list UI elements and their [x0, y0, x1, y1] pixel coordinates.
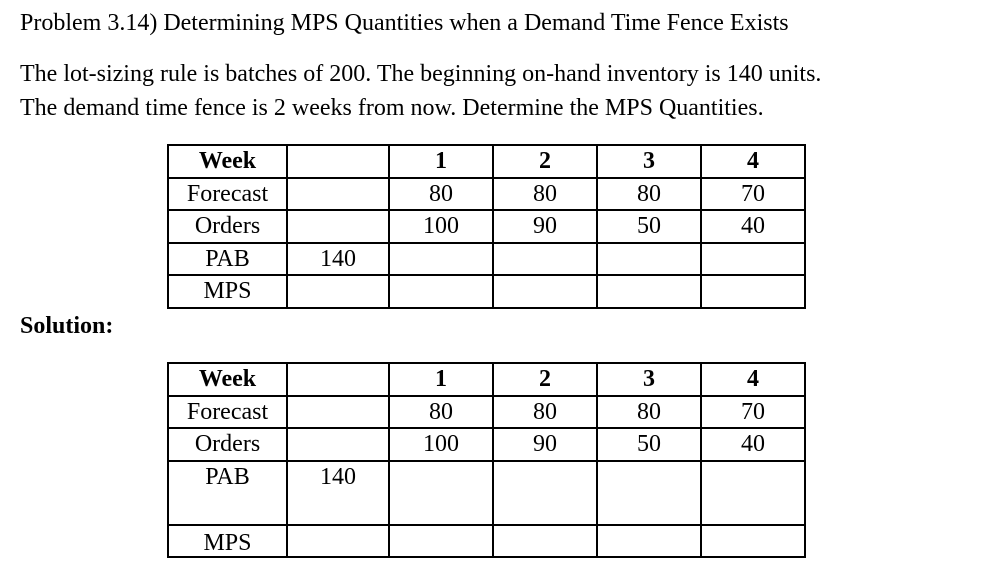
- mps-week-1[interactable]: [389, 525, 493, 557]
- forecast-label: Forecast: [168, 178, 287, 211]
- week-4-header: 4: [701, 363, 805, 396]
- orders-row: [168, 210, 805, 243]
- mps-week-4[interactable]: [701, 525, 805, 557]
- pab-week-2[interactable]: [493, 243, 597, 276]
- problem-description-line2: The demand time fence is 2 weeks from now. Determine the MPS Quantities.: [20, 95, 764, 121]
- pab-week-3[interactable]: [597, 461, 701, 525]
- orders-week-2: 90: [493, 428, 597, 461]
- mps-week-2[interactable]: [493, 275, 597, 308]
- pab-week-4[interactable]: [701, 461, 805, 525]
- solution-label: Solution:: [20, 313, 114, 339]
- week-label: Week: [168, 363, 287, 396]
- orders-label: Orders: [168, 428, 287, 461]
- pab-label: PAB: [168, 461, 287, 525]
- mps-week-3[interactable]: [597, 525, 701, 557]
- mps-label: MPS: [168, 275, 287, 308]
- orders-week-1: 100: [389, 210, 493, 243]
- forecast-week-2: 80: [493, 178, 597, 211]
- mps-week-3[interactable]: [597, 275, 701, 308]
- forecast-label: Forecast: [168, 396, 287, 429]
- orders-week-2: 90: [493, 210, 597, 243]
- forecast-row: [168, 178, 805, 211]
- forecast-week-1: 80: [389, 178, 493, 211]
- mps-initial-cell: [287, 525, 389, 557]
- orders-week-3: 50: [597, 210, 701, 243]
- pab-initial-value: 140: [287, 243, 389, 276]
- mps-week-1[interactable]: [389, 275, 493, 308]
- forecast-week-3: 80: [597, 178, 701, 211]
- pab-week-2[interactable]: [493, 461, 597, 525]
- mps-initial-cell: [287, 275, 389, 308]
- pab-week-3[interactable]: [597, 243, 701, 276]
- pab-row: [168, 461, 805, 525]
- week-1-header: 1: [389, 363, 493, 396]
- week-3-header: 3: [597, 363, 701, 396]
- mps-row: [168, 275, 805, 308]
- forecast-week-2: 80: [493, 396, 597, 429]
- forecast-week-1: 80: [389, 396, 493, 429]
- week-3-header: 3: [597, 145, 701, 178]
- problem-mps-table: [167, 144, 806, 309]
- mps-week-2[interactable]: [493, 525, 597, 557]
- initial-cell: [287, 363, 389, 396]
- pab-week-1[interactable]: [389, 243, 493, 276]
- pab-row: [168, 243, 805, 276]
- initial-cell: [287, 145, 389, 178]
- orders-week-4: 40: [701, 210, 805, 243]
- forecast-week-4: 70: [701, 178, 805, 211]
- mps-week-4[interactable]: [701, 275, 805, 308]
- week-1-header: 1: [389, 145, 493, 178]
- week-4-header: 4: [701, 145, 805, 178]
- orders-row: [168, 428, 805, 461]
- forecast-row: [168, 396, 805, 429]
- pab-week-4[interactable]: [701, 243, 805, 276]
- week-2-header: 2: [493, 145, 597, 178]
- problem-description-line1: The lot-sizing rule is batches of 200. The beginning on-hand inventory is 140 units.: [20, 61, 822, 87]
- forecast-initial-cell: [287, 178, 389, 211]
- week-label: Week: [168, 145, 287, 178]
- mps-label: MPS: [168, 525, 287, 557]
- pab-label: PAB: [168, 243, 287, 276]
- pab-initial-value: 140: [287, 461, 389, 525]
- orders-week-4: 40: [701, 428, 805, 461]
- forecast-week-3: 80: [597, 396, 701, 429]
- week-2-header: 2: [493, 363, 597, 396]
- week-row: [168, 145, 805, 178]
- orders-initial-cell: [287, 428, 389, 461]
- forecast-week-4: 70: [701, 396, 805, 429]
- solution-mps-table: [167, 362, 806, 558]
- orders-week-3: 50: [597, 428, 701, 461]
- mps-row: [168, 525, 805, 557]
- pab-week-1[interactable]: [389, 461, 493, 525]
- orders-label: Orders: [168, 210, 287, 243]
- orders-initial-cell: [287, 210, 389, 243]
- problem-title: Problem 3.14) Determining MPS Quantities when a Demand Time Fence Exists: [20, 10, 789, 36]
- forecast-initial-cell: [287, 396, 389, 429]
- orders-week-1: 100: [389, 428, 493, 461]
- week-row: [168, 363, 805, 396]
